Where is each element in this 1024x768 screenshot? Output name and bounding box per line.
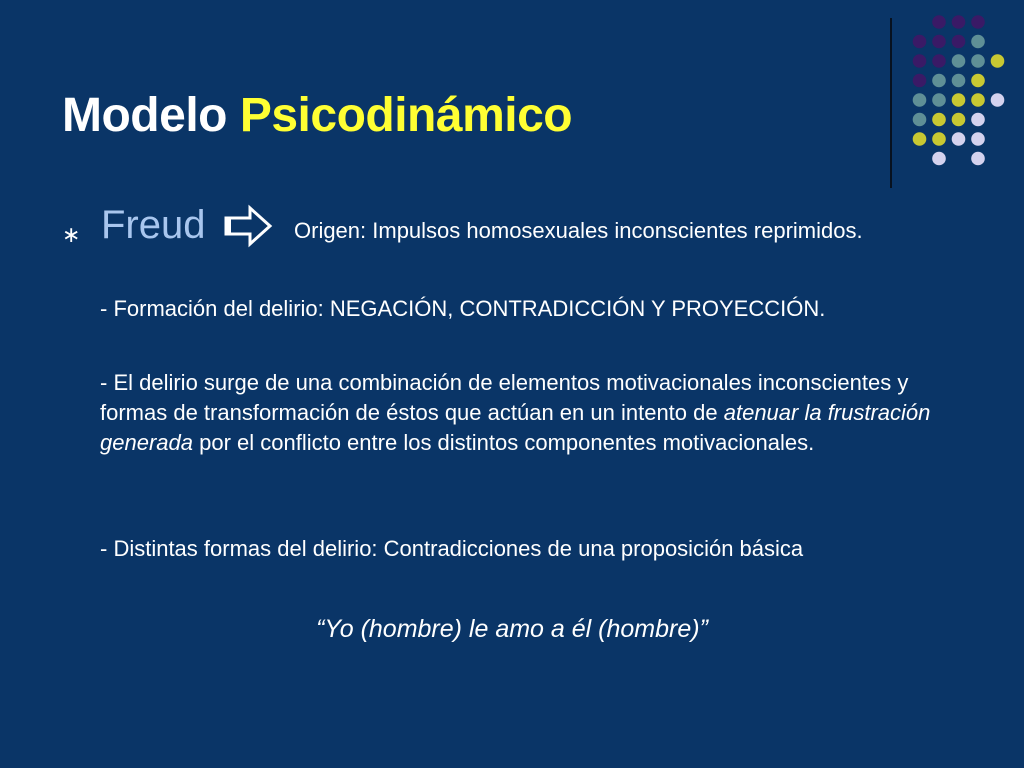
decorative-dot bbox=[971, 35, 985, 49]
decorative-dot bbox=[952, 113, 966, 127]
bullet-icon: ∗ bbox=[62, 222, 81, 247]
p2-italic: atenuar la frustración generada bbox=[100, 400, 931, 455]
slide-title bbox=[62, 88, 572, 143]
divider-line bbox=[890, 18, 892, 188]
decorative-dot bbox=[913, 132, 927, 146]
decorative-dot bbox=[952, 54, 966, 68]
quote-text: “Yo (hombre) le amo a él (hombre)” bbox=[316, 615, 708, 643]
p2-suffix: por el conflicto entre los distintos componentes motivacionales. bbox=[192, 430, 815, 455]
decorative-dot bbox=[932, 35, 946, 49]
decorative-dot bbox=[991, 93, 1005, 107]
decorative-dot bbox=[971, 132, 985, 146]
decorative-dot bbox=[952, 15, 966, 29]
decorative-dot bbox=[952, 93, 966, 107]
decorative-dot bbox=[971, 93, 985, 107]
p1-suffix: . bbox=[819, 296, 826, 321]
decorative-dot bbox=[913, 113, 927, 127]
decorative-dot bbox=[932, 152, 946, 166]
paragraph-formation bbox=[100, 294, 970, 324]
decorative-dot bbox=[971, 152, 985, 166]
decorative-dot bbox=[913, 54, 927, 68]
decorative-dot bbox=[932, 74, 946, 88]
decorative-dot bbox=[952, 132, 966, 146]
decorative-dot bbox=[971, 54, 985, 68]
title-part-2: Psicodinámico bbox=[239, 89, 573, 142]
p2-prefix: - El delirio surge de una combinación de elementos motivacionales inconscientes y formas de transformación de éstos que actúan en un intento de bbox=[100, 370, 909, 425]
decorative-dot bbox=[932, 54, 946, 68]
decorative-dot bbox=[932, 113, 946, 127]
p1-emphasis: NEGACIÓN, CONTRADICCIÓN Y PROYECCIÓN bbox=[329, 296, 820, 321]
decorative-dot bbox=[913, 74, 927, 88]
origin-text: Origen: Impulsos homosexuales inconscientes reprimidos. bbox=[294, 218, 863, 243]
decorative-dot bbox=[913, 93, 927, 107]
decorative-dot bbox=[932, 93, 946, 107]
paragraph-delirium-origin bbox=[100, 368, 970, 458]
title-part-1: Modelo bbox=[62, 89, 227, 142]
decorative-dot bbox=[952, 74, 966, 88]
decorative-dot bbox=[971, 113, 985, 127]
decorative-dot bbox=[913, 35, 927, 49]
freud-label: Freud bbox=[101, 203, 206, 247]
decorative-dot bbox=[952, 35, 966, 49]
p1-prefix: - Formación del delirio: bbox=[100, 296, 330, 321]
decorative-dot bbox=[932, 15, 946, 29]
decorative-dot bbox=[971, 74, 985, 88]
right-arrow-icon bbox=[218, 200, 278, 250]
decorative-dot bbox=[991, 54, 1005, 68]
decorative-dot bbox=[932, 132, 946, 146]
paragraph-forms: - Distintas formas del delirio: Contradicciones de una proposición básica bbox=[100, 536, 804, 561]
decorative-dot bbox=[971, 15, 985, 29]
